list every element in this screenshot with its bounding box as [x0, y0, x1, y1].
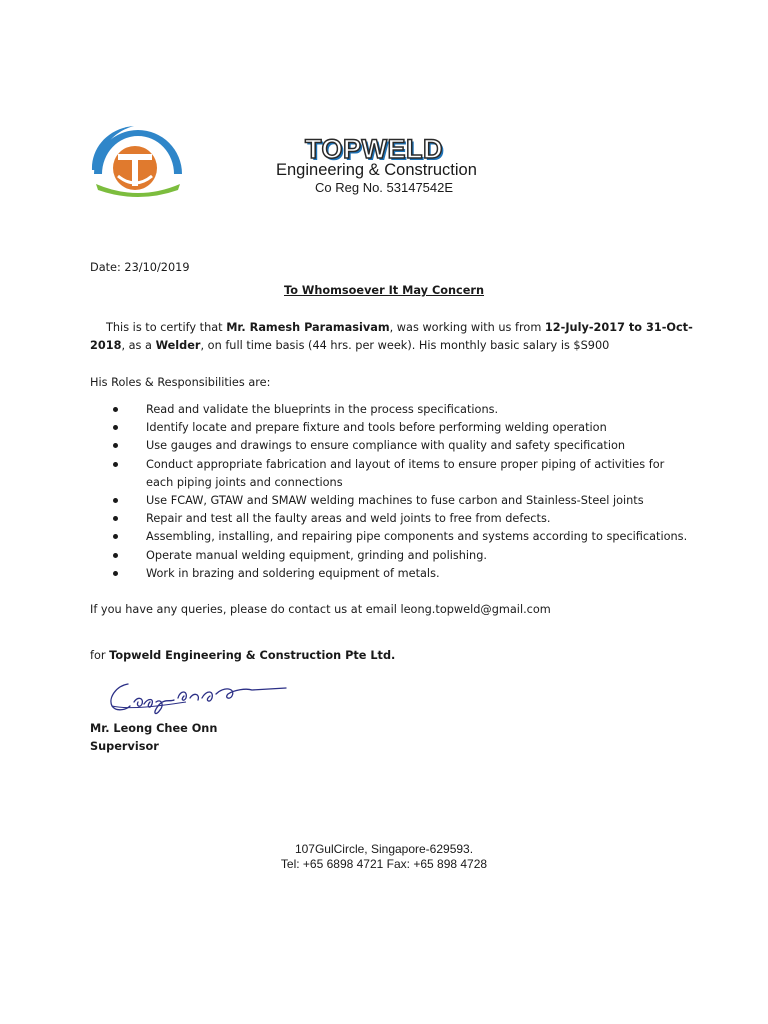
letter-date: Date: 23/10/2019	[90, 261, 190, 274]
body-text: This is to certify that	[106, 321, 227, 334]
employment-dates: 12-July-2017 to 31-Oct-	[544, 321, 693, 334]
list-item: Use gauges and drawings to ensure compliance with quality and safety specification	[110, 437, 710, 455]
list-item: Operate manual welding equipment, grinding and polishing.	[110, 547, 710, 565]
queries-line: If you have any queries, please do contact us at email leong.topweld@gmail.com	[90, 603, 551, 616]
closing-company: Topweld Engineering & Construction Pte Ltd.	[109, 649, 396, 662]
body-text: , on full time basis (44 hrs. per week). His monthly basic salary is $S900	[200, 339, 610, 352]
closing-prefix: for	[90, 649, 110, 662]
signature-image	[100, 676, 290, 720]
closing-line	[90, 647, 395, 665]
list-item: Assembling, installing, and repairing pipe components and systems according to specifications.	[110, 528, 710, 546]
footer-address: 107GulCircle, Singapore-629593.	[294, 842, 474, 856]
list-item: Use FCAW, GTAW and SMAW welding machines to fuse carbon and Stainless-Steel joints	[110, 492, 710, 510]
footer-contact: Tel: +65 6898 4721 Fax: +65 898 4728	[280, 857, 488, 871]
list-item: Read and validate the blueprints in the process specifications.	[110, 401, 710, 419]
company-reg-number: Co Reg No. 53147542E	[315, 180, 454, 195]
employee-name: Mr. Ramesh Paramasivam	[226, 321, 390, 334]
body-text: , as a	[121, 339, 156, 352]
list-item: Work in brazing and soldering equipment of metals.	[110, 565, 710, 583]
body-line-1	[106, 319, 693, 337]
signatory-name: Mr. Leong Chee Onn	[90, 722, 218, 735]
employee-role: Welder	[155, 339, 201, 352]
list-item-text: Conduct appropriate fabrication and layout of items to ensure proper piping of activities for	[146, 457, 665, 471]
letter-subject: To Whomsoever It May Concern	[283, 284, 485, 297]
body-text: , was working with us from	[389, 321, 545, 334]
list-item	[110, 456, 710, 492]
list-item: Repair and test all the faulty areas and weld joints to free from defects.	[110, 510, 710, 528]
signatory-title: Supervisor	[90, 740, 159, 753]
list-item: Identify locate and prepare fixture and tools before performing welding operation	[110, 419, 710, 437]
topweld-logo-icon	[88, 118, 188, 200]
body-line-2	[90, 337, 609, 355]
roles-heading: His Roles & Responsibilities are:	[90, 376, 271, 389]
employment-end-year: 2018	[90, 339, 122, 352]
list-item-continuation: each piping joints and connections	[146, 475, 343, 489]
roles-list	[110, 401, 710, 583]
company-logo-wordmark: TOPWELD	[305, 134, 443, 164]
company-tagline: Engineering & Construction	[276, 161, 477, 179]
